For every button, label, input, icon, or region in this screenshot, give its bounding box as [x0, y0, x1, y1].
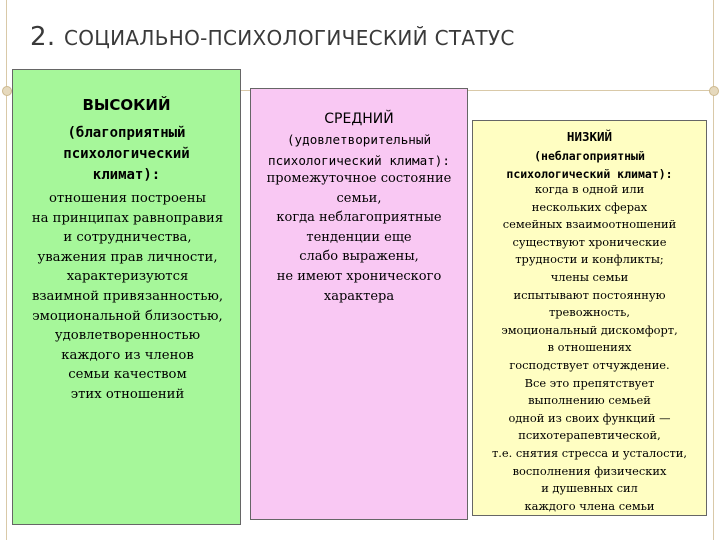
high-body-line: каждого из членов	[61, 347, 194, 363]
high-status-subtitle	[13, 123, 240, 186]
high-body-line: взаимной привязанностью,	[31, 288, 224, 304]
high-body-line: этих отношений	[70, 386, 185, 402]
low-body-line: эмоциональный дискомфорт,	[501, 322, 678, 337]
low-body-line: в отношениях	[547, 340, 632, 355]
page-title	[30, 22, 515, 52]
mid-subtitle-line: (удовлетворительный	[286, 132, 432, 147]
high-body-line: на принципах равноправия	[31, 210, 224, 226]
title-number: 2.	[30, 22, 56, 52]
high-body-line: уважения прав личности,	[37, 249, 218, 265]
medium-status-title: СРЕДНИЙ	[324, 111, 394, 127]
mid-body-line: семьи,	[336, 190, 382, 206]
low-body-line: одной из своих функций —	[508, 410, 671, 425]
low-status-title: НИЗКИЙ	[566, 129, 613, 144]
low-body-line: семейных взаимоотношений	[502, 217, 677, 232]
high-body-line: эмоциональной близостью,	[32, 308, 223, 324]
high-status-title: ВЫСОКИЙ	[82, 96, 171, 114]
medium-status-subtitle	[237, 129, 481, 171]
mid-body-line: слабо выражены,	[299, 249, 419, 265]
low-body-line: тревожность,	[548, 305, 631, 320]
high-body-line: удовлетворенностью	[54, 328, 201, 344]
low-status-box	[472, 120, 707, 516]
mid-body-line: характера	[323, 288, 395, 304]
low-body-line: существуют хронические	[512, 234, 667, 249]
divider-left-dot	[2, 86, 12, 96]
high-subtitle-line: (благоприятный	[67, 125, 186, 141]
low-body-line: трудности и конфликты;	[515, 252, 664, 267]
low-body-line: психотерапевтической,	[518, 428, 661, 443]
medium-status-description	[251, 169, 467, 306]
high-subtitle-line: психологический	[63, 146, 190, 162]
high-status-description	[7, 189, 248, 405]
mid-body-line: тенденции еще	[306, 229, 412, 245]
low-body-line: и душевных сил	[541, 481, 638, 496]
low-status-subtitle	[473, 147, 706, 183]
mid-body-line: не имеют хронического	[276, 268, 442, 284]
title-text: СОЦИАЛЬНО-ПСИХОЛОГИЧЕСКИЙ СТАТУС	[64, 26, 515, 50]
low-subtitle-line: психологический климат):	[506, 167, 673, 181]
high-body-line: и сотрудничества,	[63, 230, 192, 246]
low-body-line: господствует отчуждение.	[509, 357, 670, 372]
divider-right-dot	[709, 86, 719, 96]
low-body-line: каждого члена семьи	[524, 498, 655, 513]
high-body-line: отношения построены	[48, 191, 206, 206]
medium-status-box	[250, 88, 468, 520]
high-body-line: семьи качеством	[68, 367, 187, 383]
low-body-line: т.е. снятия стресса и усталости,	[491, 445, 688, 460]
low-body-line: восполнения физических	[512, 463, 667, 478]
high-body-line: характеризуются	[66, 269, 189, 285]
low-subtitle-line: (неблагоприятный	[534, 149, 645, 163]
low-body-line: нескольких сферах	[531, 199, 648, 214]
low-body-line: выполнению семьей	[528, 393, 651, 408]
low-body-line: когда в одной или	[534, 182, 645, 196]
low-body-line: Все это препятствует	[524, 375, 655, 390]
low-body-line: члены семьи	[550, 269, 629, 284]
mid-body-line: когда неблагоприятные	[276, 210, 442, 226]
mid-body-line: промежуточное состояние	[266, 171, 452, 186]
high-subtitle-line: климат):	[92, 167, 161, 183]
mid-subtitle-line: психологический климат):	[268, 153, 450, 168]
low-status-description	[473, 181, 706, 515]
right-border-line	[713, 0, 714, 540]
low-body-line: испытывают постоянную	[513, 287, 666, 302]
high-status-box	[12, 69, 241, 525]
